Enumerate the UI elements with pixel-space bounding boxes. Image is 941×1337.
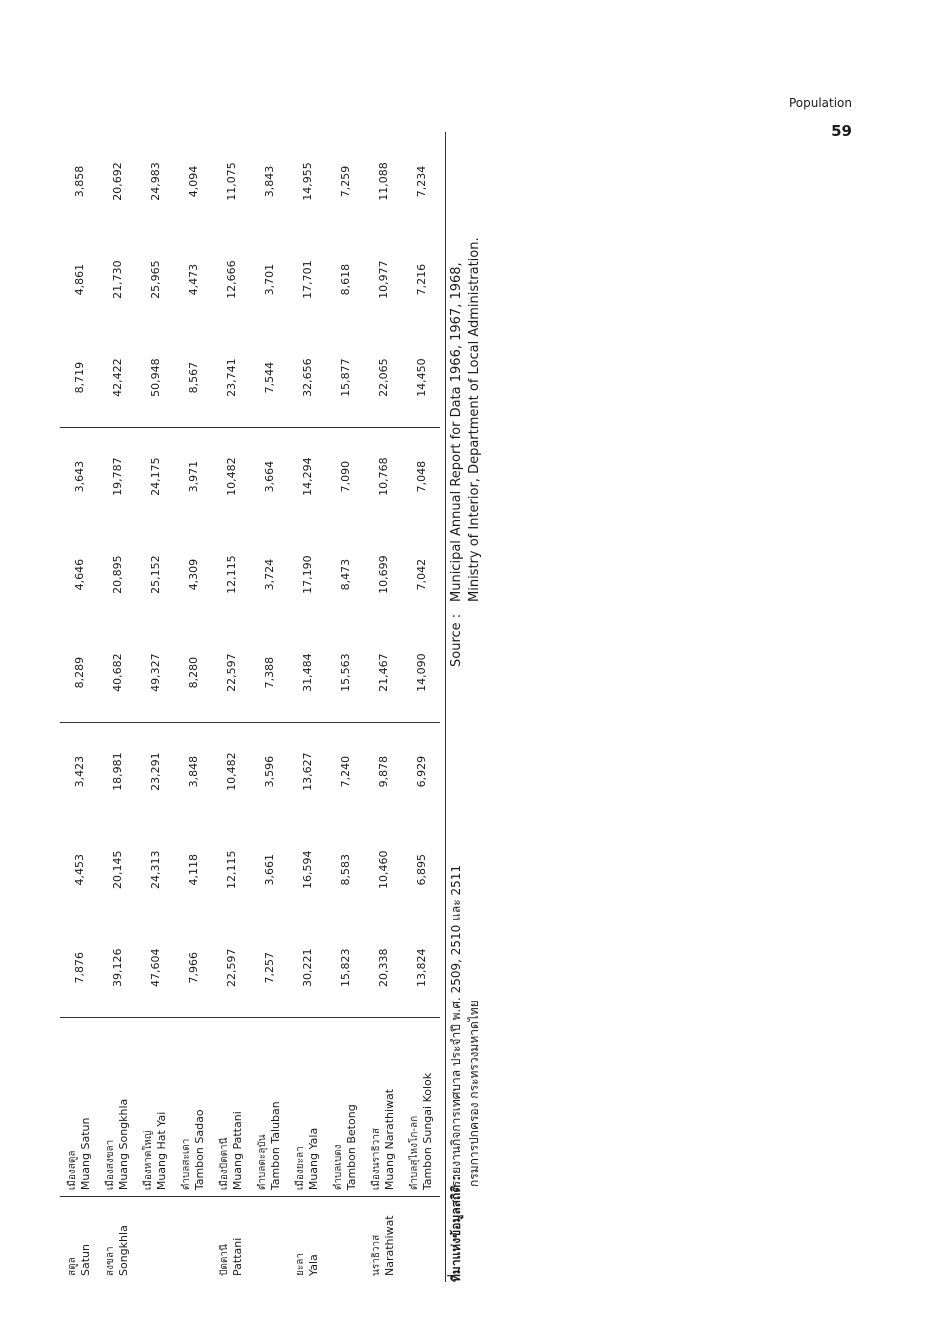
value-cell: 7,234 [414,165,428,198]
value-cell: 8,289 [72,656,86,689]
value-cell: 7,216 [414,263,428,296]
municipality-cell [250,1017,288,1196]
value-cell: 4,118 [186,853,200,886]
province-en: Satun [79,1244,92,1276]
province-th: ยะลา [295,1253,306,1276]
table-wrapper [60,132,440,1282]
province-cell [250,1197,288,1282]
province-cell [136,1197,174,1282]
table-row [326,133,364,1283]
value-cell: 23,291 [136,722,174,821]
value-cell: 12,115 [224,850,238,889]
source-th-label: ที่มาแห่งข้อมูลสถิติ : [449,1175,463,1282]
value-cell: 4,453 [72,853,86,886]
value-cell: 14,090 [414,653,428,692]
value-cell: 7,876 [72,951,86,984]
value-cell: 24,175 [136,427,174,526]
value-cell: 9,878 [364,722,402,821]
municipality-cell [98,1017,136,1196]
municipality-th: ตำบลสะเดา [181,1138,192,1191]
value-cell: 49,327 [148,653,162,692]
table-row [60,133,98,1283]
value-cell: 10,768 [364,427,402,526]
value-cell: 3,643 [60,427,98,526]
municipality-cell [364,1017,402,1196]
value-cell: 10,482 [212,722,250,821]
municipality-en: Tambon Sadao [193,1109,206,1191]
value-cell: 3,664 [250,427,288,526]
value-cell: 15,877 [338,358,352,397]
municipality-th: ตำบลเบตง [333,1144,344,1191]
source-th-line-2: กรมการปกครอง กระทรวงมหาดไทย [467,1000,481,1187]
value-cell: 32,656 [300,358,314,397]
value-cell: 21,730 [110,260,124,299]
table-row [250,133,288,1283]
province-cell [326,1197,364,1282]
municipality-cell [212,1017,250,1196]
table-row [174,133,212,1283]
value-cell: 10,699 [376,555,390,594]
province-th: สตูล [67,1257,78,1276]
value-cell: 4,861 [72,263,86,296]
value-cell: 11,075 [224,162,238,201]
municipality-cell [136,1017,174,1196]
value-cell: 3,858 [72,165,86,198]
value-cell: 8,280 [186,656,200,689]
value-cell: 7,259 [338,165,352,198]
municipality-en: Muang Hat Yai [155,1111,168,1191]
value-cell: 14,294 [288,427,326,526]
value-cell: 4,473 [186,263,200,296]
municipality-en: Muang Satun [79,1117,92,1191]
municipality-th: เมืองปัตตานี [219,1137,230,1191]
value-cell: 22,597 [224,948,238,987]
province-cell [98,1197,136,1282]
municipality-th: เมืองนราธิวาส [371,1128,382,1191]
province-cell [212,1197,250,1282]
value-cell: 14,450 [414,358,428,397]
value-cell: 20,145 [110,850,124,889]
municipality-th: ตำบลตะลุบัน [257,1134,268,1191]
value-cell: 10,977 [376,260,390,299]
municipality-cell [402,1017,440,1196]
source-en-line-1: Municipal Annual Report for Data 1966, 1967, 1968, [449,262,464,602]
value-cell: 21,467 [376,653,390,692]
page-header [780,92,920,152]
value-cell: 20,692 [110,162,124,201]
table-row [364,133,402,1283]
value-cell: 13,627 [288,722,326,821]
rotated-table-container [60,132,482,1282]
province-en: Yala [307,1254,320,1276]
municipality-en: Muang Narathiwat [383,1088,396,1191]
value-cell: 8,473 [338,558,352,591]
municipality-cell [288,1017,326,1196]
value-cell: 17,701 [300,260,314,299]
value-cell: 39,126 [110,948,124,987]
table-row [136,133,174,1283]
value-cell: 23,741 [224,358,238,397]
value-cell: 11,088 [376,162,390,201]
value-cell: 13,824 [414,948,428,987]
value-cell: 24,313 [148,850,162,889]
value-cell: 18,981 [98,722,136,821]
province-en: Narathiwat [383,1215,396,1276]
value-cell: 25,965 [148,260,162,299]
province-cell [364,1197,402,1282]
value-cell: 25,152 [148,555,162,594]
value-cell: 7,090 [326,427,364,526]
table-body [60,133,440,1283]
value-cell: 7,240 [326,722,364,821]
municipality-th: ตำบลสุไหงโก-ลก [409,1115,420,1191]
value-cell: 12,115 [224,555,238,594]
province-th: สงขลา [105,1246,116,1276]
population-table [60,132,440,1282]
value-cell: 10,460 [376,850,390,889]
value-cell: 31,484 [300,653,314,692]
table-row [212,133,250,1283]
value-cell: 4,094 [186,165,200,198]
value-cell: 7,966 [186,951,200,984]
municipality-th: เมืองสตูล [67,1150,78,1191]
province-th: นราธิวาส [371,1234,382,1276]
value-cell: 17,190 [300,555,314,594]
province-en: Songkhla [117,1225,130,1276]
value-cell: 16,594 [300,850,314,889]
value-cell: 4,309 [186,558,200,591]
value-cell: 3,596 [250,722,288,821]
province-cell [174,1197,212,1282]
value-cell: 20,338 [376,948,390,987]
value-cell: 15,563 [338,653,352,692]
value-cell: 6,895 [414,853,428,886]
value-cell: 50,948 [148,358,162,397]
province-cell [60,1197,98,1282]
municipality-cell [326,1017,364,1196]
value-cell: 22,597 [224,653,238,692]
value-cell: 14,955 [300,162,314,201]
source-en-line-2: Ministry of Interior, Department of Local Administration. [467,237,482,602]
value-cell: 3,724 [262,558,276,591]
value-cell: 20,895 [110,555,124,594]
municipality-th: เมืองหาดใหญ่ [143,1130,154,1191]
value-cell: 8,719 [72,361,86,394]
value-cell: 12,666 [224,260,238,299]
page-title: Population [788,96,852,110]
value-cell: 3,661 [262,853,276,886]
value-cell: 22,065 [376,358,390,397]
table-row [288,133,326,1283]
value-cell: 7,544 [262,361,276,394]
source-en-label: Source : [449,613,464,667]
municipality-cell [60,1017,98,1196]
municipality-cell [174,1017,212,1196]
value-cell: 10,482 [212,427,250,526]
province-cell [402,1197,440,1282]
value-cell: 7,257 [262,951,276,984]
value-cell: 8,618 [338,263,352,296]
municipality-en: Muang Songkhla [117,1098,130,1191]
value-cell: 3,423 [60,722,98,821]
value-cell: 4,646 [72,558,86,591]
value-cell: 7,048 [402,427,440,526]
municipality-en: Tambon Sungai Kolok [421,1072,434,1191]
value-cell: 3,843 [262,165,276,198]
page-number: 59 [831,122,852,140]
value-cell: 24,983 [148,162,162,201]
value-cell: 8,567 [186,361,200,394]
municipality-en: Tambon Taluban [269,1101,282,1191]
value-cell: 40,682 [110,653,124,692]
table-row [402,133,440,1283]
province-th: ปัตตานี [219,1244,230,1276]
value-cell: 3,971 [174,427,212,526]
source-th-line-1: รายงานกิจการเทศบาล ประจำปี พ.ศ. 2509, 2510 และ 2511 [449,864,463,1187]
value-cell: 3,701 [262,263,276,296]
value-cell: 15,823 [338,948,352,987]
table-row [98,133,136,1283]
municipality-en: Tambon Betong [345,1104,358,1191]
source-note [445,132,505,1282]
municipality-th: เมืองสงขลา [105,1139,116,1191]
municipality-en: Muang Pattani [231,1111,244,1191]
value-cell: 19,787 [98,427,136,526]
value-cell: 42,422 [110,358,124,397]
value-cell: 7,042 [414,558,428,591]
value-cell: 8,583 [338,853,352,886]
municipality-th: เมืองยะลา [295,1146,306,1191]
value-cell: 6,929 [402,722,440,821]
value-cell: 7,388 [262,656,276,689]
value-cell: 3,848 [174,722,212,821]
source-divider [445,132,446,1282]
province-en: Pattani [231,1237,244,1276]
value-cell: 47,604 [148,948,162,987]
province-cell [288,1197,326,1282]
municipality-en: Muang Yala [307,1127,320,1191]
value-cell: 30,221 [300,948,314,987]
